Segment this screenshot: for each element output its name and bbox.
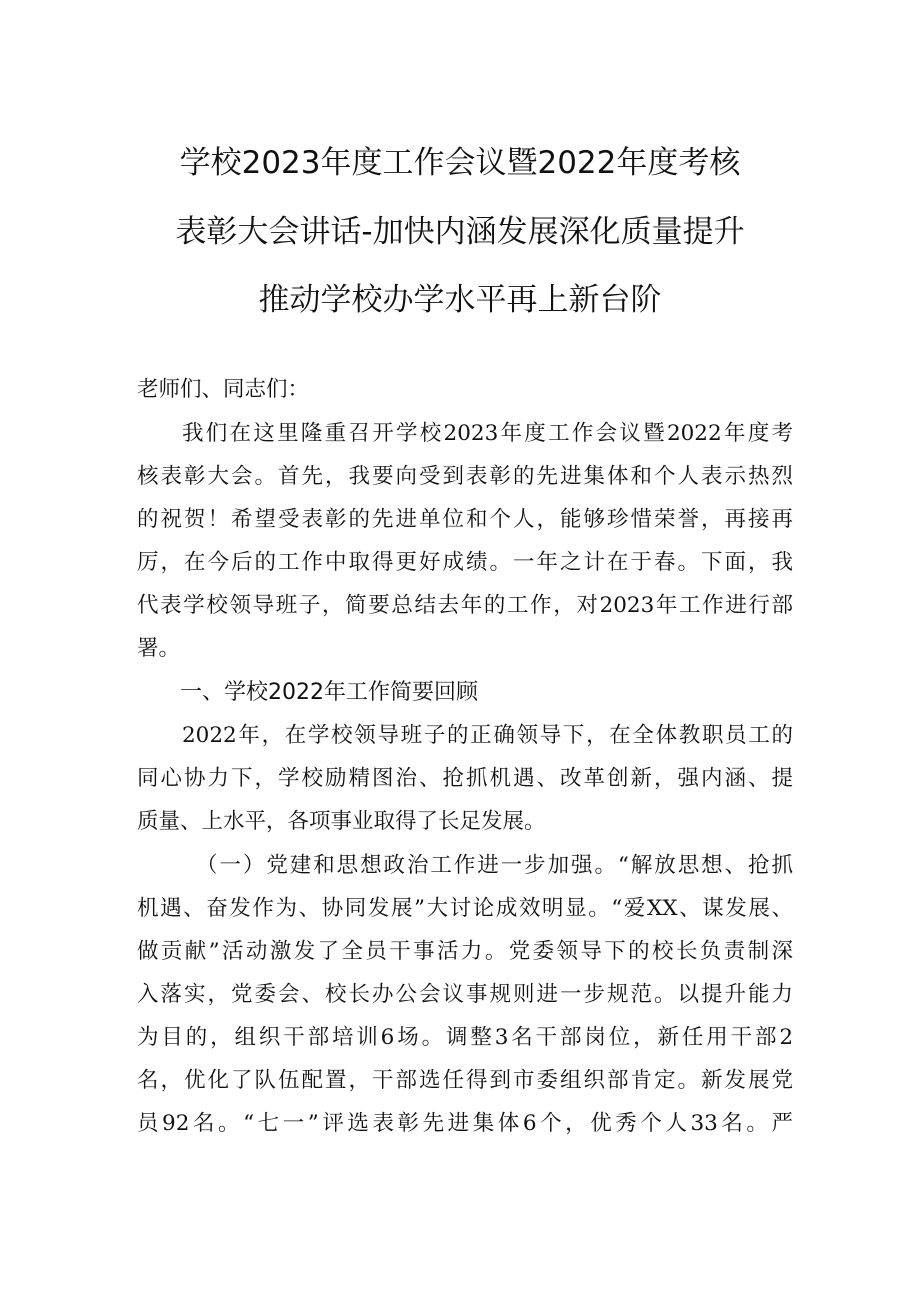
section-heading: 一、学校2022年工作简要回顾: [180, 680, 478, 705]
intro-line: 我们在这里隆重召开学校2023年度工作会议暨2022年度考: [182, 421, 793, 446]
intro-line: 代表学校领导班子，简要总结去年的工作，对2023年工作进行部: [137, 593, 793, 618]
salutation: 老师们、同志们：: [137, 377, 310, 402]
intro-line: 的祝贺！希望受表彰的先进单位和个人，能够珍惜荣誉，再接再: [137, 507, 793, 532]
subsection-line: 员92名。“七一”评选表彰先进集体6个，优秀个人33名。严: [137, 1111, 793, 1136]
document-title-line-1: 学校2023年度工作会议暨2022年度考核: [179, 145, 741, 181]
section-line: 同心协力下，学校励精图治、抢抓机遇、改革创新，强内涵、提: [137, 766, 793, 791]
subsection-line: （一）党建和思想政治工作进一步加强。“解放思想、抢抓: [196, 853, 793, 878]
document-title-line-3: 推动学校办学水平再上新台阶: [258, 282, 662, 318]
subsection-line: 入落实，党委会、校长办公会议事规则进一步规范。以提升能力: [137, 982, 793, 1007]
subsection-line: 名，优化了队伍配置，干部选任得到市委组织部肯定。新发展党: [137, 1068, 793, 1093]
intro-line: 署。: [137, 636, 181, 661]
document-title-line-2: 表彰大会讲话-加快内涵发展深化质量提升: [175, 214, 745, 250]
subsection-line: 做贡献”活动激发了全员干事活力。党委领导下的校长负责制深: [137, 939, 793, 964]
section-line: 质量、上水平，各项事业取得了长足发展。: [137, 809, 546, 834]
section-line: 2022年，在学校领导班子的正确领导下，在全体教职员工的: [182, 723, 793, 748]
intro-line: 厉，在今后的工作中取得更好成绩。一年之计在于春。下面，我: [137, 550, 793, 575]
intro-line: 核表彰大会。首先，我要向受到表彰的先进集体和个人表示热烈: [137, 464, 793, 489]
subsection-line: 机遇、奋发作为、协同发展”大讨论成效明显。“爱XX、谋发展、: [137, 896, 793, 921]
subsection-line: 为目的，组织干部培训6场。调整3名干部岗位，新任用干部2: [137, 1025, 793, 1050]
